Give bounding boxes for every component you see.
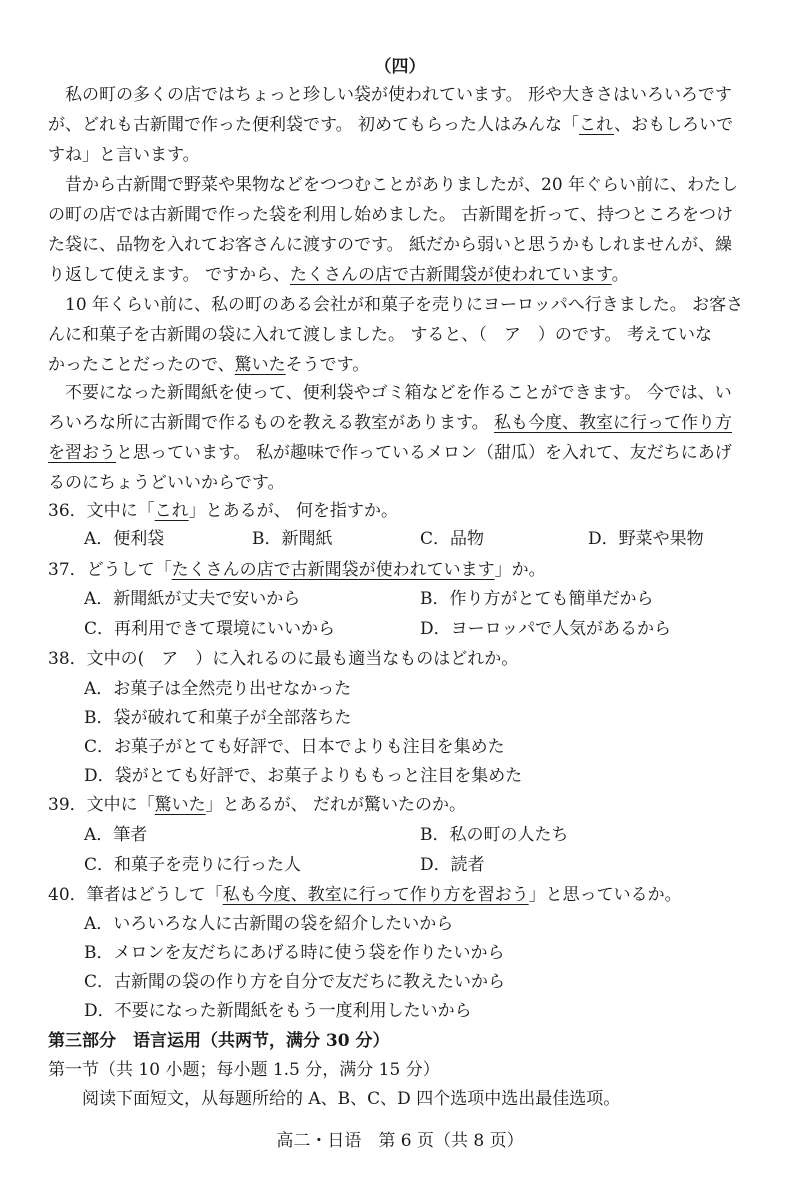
q40-option-d[interactable]: D．不要になった新聞紙をもう一度利用したいから bbox=[84, 1001, 472, 1021]
q40-option-b[interactable]: B．メロンを友だちにあげる時に使う袋を作りたいから bbox=[84, 943, 505, 963]
passage-line: り返して使えます。 ですから、たくさんの店で古新聞袋が使われています。 bbox=[48, 265, 629, 285]
question-38: 38．文中の( ア ）に入れるのに最も適当なものはどれか。 bbox=[48, 649, 519, 669]
q39-option-d[interactable]: D．読者 bbox=[420, 855, 485, 875]
passage-paragraph-4 bbox=[48, 378, 752, 498]
q38-option-b[interactable]: B．袋が破れて和菓子が全部落ちた bbox=[84, 708, 352, 728]
question-39: 39．文中に「驚いた」とあるが、 だれが驚いたのか。 bbox=[48, 795, 467, 815]
part3-heading: 第三部分 语言运用（共两节，满分 30 分） bbox=[48, 1031, 390, 1051]
q39-option-b[interactable]: B．私の町の人たち bbox=[420, 825, 569, 845]
q37-option-a[interactable]: A．新聞紙が丈夫で安いから bbox=[84, 589, 301, 609]
q36-option-a[interactable]: A．便利袋 bbox=[84, 529, 165, 549]
part3-instruction: 阅读下面短文，从每题所给的 A、B、C、D 四个选项中选出最佳选项。 bbox=[82, 1089, 621, 1109]
underlined-watashimo-2: を習おう bbox=[48, 443, 116, 463]
question-37: 37．どうして「たくさんの店で古新聞袋が使われています」か。 bbox=[48, 560, 546, 580]
q39-option-c[interactable]: C．和菓子を売りに行った人 bbox=[84, 855, 302, 875]
underlined-kore: これ bbox=[579, 115, 615, 135]
question-36: 36．文中に「これ」とあるが、 何を指すか。 bbox=[48, 501, 399, 521]
q38-option-c[interactable]: C．お菓子がとても好評で、日本でよりも注目を集めた bbox=[84, 737, 505, 757]
passage-paragraph-3 bbox=[48, 290, 752, 380]
q37-option-c[interactable]: C．再利用できて環境にいいから bbox=[84, 619, 336, 639]
q40-option-a[interactable]: A．いろいろな人に古新聞の袋を紹介したいから bbox=[84, 914, 454, 934]
q38-option-d[interactable]: D．袋がとても好評で、お菓子よりももっと注目を集めた bbox=[84, 766, 523, 786]
part3-section1: 第一节（共 10 小题；每小题 1.5 分，满分 15 分） bbox=[48, 1060, 440, 1080]
q36-option-b[interactable]: B．新聞紙 bbox=[252, 529, 333, 549]
underlined-takusan: たくさんの店で古新聞袋が使われています bbox=[290, 265, 612, 285]
passage-line: の町の店では古新聞で作った袋を利用し始めました。 古新聞を折って、持つところをつけ bbox=[48, 205, 734, 225]
passage-line: かったことだったので、驚いたそうです。 bbox=[48, 355, 370, 375]
page-footer: 高二・日语 第 6 页（共 8 页） bbox=[276, 1131, 524, 1151]
q36-option-d[interactable]: D．野菜や果物 bbox=[588, 529, 704, 549]
q36-option-c[interactable]: C．品物 bbox=[420, 529, 485, 549]
underlined-watashimo-1: 私も今度、教室に行って作り方 bbox=[494, 413, 733, 433]
passage-line: 10 年くらい前に、私の町のある会社が和菓子を売りにヨーロッパへ行きました。 お客さ bbox=[65, 295, 744, 315]
underlined-odoroita: 驚いた bbox=[234, 355, 286, 375]
question-40: 40．筆者はどうして「私も今度、教室に行って作り方を習おう」と思っているか。 bbox=[48, 885, 682, 905]
q38-option-a[interactable]: A．お菓子は全然売り出せなかった bbox=[84, 679, 352, 699]
passage-line: を習おうと思っています。 私が趣味で作っているメロン（甜瓜）を入れて、友だちにあげ bbox=[48, 443, 732, 463]
q40-option-c[interactable]: C．古新聞の袋の作り方を自分で友だちに教えたいから bbox=[84, 972, 506, 992]
passage-line: すね」と言います。 bbox=[48, 145, 200, 165]
section-title: （四） bbox=[374, 57, 426, 77]
passage-line: 不要になった新聞紙を使って、便利袋やゴミ箱などを作ることができます。 今では、い bbox=[65, 383, 732, 403]
q37-option-b[interactable]: B．作り方がとても簡単だから bbox=[420, 589, 654, 609]
passage-line: が、どれも古新聞で作った便利袋です。 初めてもらった人はみんな「これ、おもしろいで bbox=[48, 115, 734, 135]
passage-paragraph-2 bbox=[48, 170, 752, 290]
passage-line: た袋に、品物を入れてお客さんに渡すのです。 紙だから弱いと思うかもしれませんが、繰 bbox=[48, 235, 733, 255]
passage-paragraph-1 bbox=[48, 80, 752, 170]
passage-line: 私の町の多くの店ではちょっと珍しい袋が使われています。 形や大きさはいろいろです bbox=[65, 85, 732, 105]
q39-option-a[interactable]: A．筆者 bbox=[84, 825, 148, 845]
passage-line: んに和菓子を古新聞の袋に入れて渡しました。 すると、（ ア ）のです。 考えていな bbox=[48, 325, 712, 345]
q37-option-d[interactable]: D．ヨーロッパで人気があるから bbox=[420, 619, 671, 639]
passage-line: るのにちょうどいいからです。 bbox=[48, 473, 285, 493]
passage-line: 昔から古新聞で野菜や果物などをつつむことがありましたが、20 年ぐらい前に、わたし bbox=[65, 175, 739, 195]
passage-line: ろいろな所に古新聞で作るものを教える教室があります。 私も今度、教室に行って作り方 bbox=[48, 413, 733, 433]
